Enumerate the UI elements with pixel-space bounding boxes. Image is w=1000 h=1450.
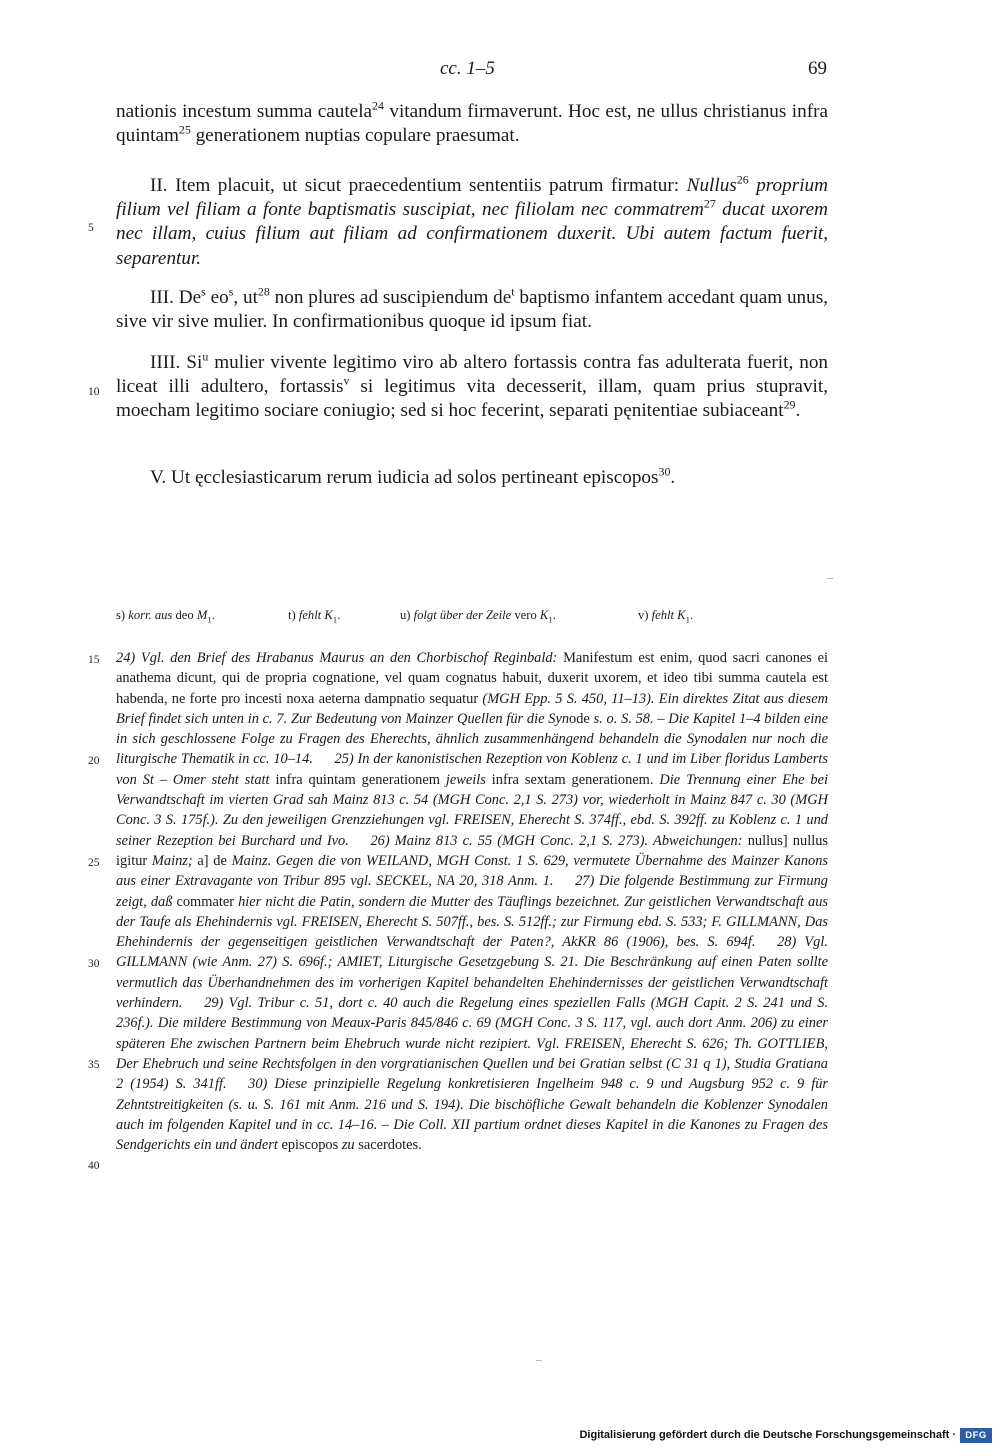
footnote-25: 25) In der kanonistischen Rezeption von Koblenz c. 1 und im Liber floridus Lamberts von St – Omer steht statt infra quintam generationem jeweils infra sextam generationem. Die Trennung einer Ehe bei Verwandtschaft im vierten Grad sah Mainz 813 c. 54 (MGH Conc. 2,1 S. 273) vor, wiederholt in Mainz 847 c. 30 (MGH Conc. 3 S. 175f.). Zu den jeweiligen Grenzziehungen vgl. FREISEN, Eherecht S. 374ff., ebd. S. 392ff. zu Koblenz c. 1 und seiner Rezeption bei Burchard und Ivo. [116, 751, 829, 849]
line-number: 40 [88, 1160, 100, 1172]
canon-5: V. Ut ęcclesiasticarum rerum iudicia ad solos pertineant episcopos$^{30}$. [150, 464, 676, 488]
page-number: 69 [808, 58, 827, 79]
running-title: cc. 1–5 [440, 58, 495, 79]
line-number: 15 [88, 654, 100, 666]
footnote-27: 27) Die folgende Bestimmung zur Firmung zeigt, daß commater hier nicht die Patin, sondern die Mutter des Täuflings bezeichnet. Zur geistlichen Verwandtschaft aus der Taufe als Ehehindernis vgl. FREISEN, Eherecht S. 507ff., bes. S. 512ff.; zur Firmung ebd. S. 533; F. GILLMANN, Das Ehehindernis der gegenseitigen geistlichen Verwandtschaft der Paten?, AkKR 86 (1906), bes. S. 694f. [116, 873, 828, 951]
main-paragraph-continuation: nationis incestum summa cautela$^{24}$ vitandum firmaverunt. Hoc est, ne ullus christianus infra quintam$^{25}$ generationem nuptias copulare praesumat. [116, 98, 828, 147]
canon-3: III. De$^s$ $eo^s$, $ut^{28}$ non plures ad suscipiendum $de^t$ baptismo infantem accedant quam unus, sive vir sive mulier. In confirmationibus quoque id ipsum fiat. [116, 284, 828, 333]
canon-2: II. Item placuit, ut sicut praecedentium sententiis patrum firmatur: Nullus$^{26}$ proprium filium vel filiam a fonte baptismatis suscipiat, nec filiolam nec commatrem$^{27}$ ducat uxorem nec illam, cuius filium aut filiam ad confirmationem duxerit. Ubi autem factum fuerit, separentur. [116, 172, 828, 269]
bottom-mark [536, 1360, 542, 1361]
dfg-logo: DFG [960, 1428, 992, 1443]
line-number: 5 [88, 222, 94, 234]
line-number: 25 [88, 857, 100, 869]
variant-t: t) fehlt $K_1$. [288, 608, 341, 625]
variant-apparatus [116, 608, 828, 628]
funding-notice: Digitalisierung gefördert durch die Deutsche Forschungsgemeinschaft · [579, 1429, 956, 1441]
footnote-28: 28) Vgl. GILLMANN (wie Anm. 27) S. 696f.; AMIET, Liturgische Gesetzgebung S. 21. Die Beschränkung auf einen Paten sollte vermutlich das Überhandnehmen des im vorherigen Kapitel behandelten Ehehindernisses der geistlichen Verwandtschaft verhindern. [116, 934, 828, 1012]
canon-4: IIII. Si$^u$ mulier vivente legitimo viro ab altero fortassis contra fas adulterata fuerit, non liceat illi adultero, fortassis$^v$ si legitimus vita decesserit, illam, quam prius stupravit, moecham legitimo sociare coniugio; sed si hoc fecerint, separati pęnitentiae subiaceant$^{29}$. [116, 349, 829, 422]
running-head [0, 58, 1000, 88]
variant-u: u) folgt über der Zeile vero $K_1$. [400, 608, 556, 625]
footnote-26: 26) Mainz 813 c. 55 (MGH Conc. 2,1 S. 273). Abweichungen: nullus] nullus igitur Mainz; a] de Mainz. Gegen die von WEILAND, MGH Const. 1 S. 629, vermutete Übernahme des Mainzer Kanons aus einer Extravagante von Tribur 895 vgl. SECKEL, NA 20, 318 Anm. 1. [116, 832, 829, 890]
margin-mark [827, 578, 833, 579]
footnote-30: 30) Diese prinzipielle Regelung konkretisieren Ingelheim 948 c. 9 und Augsburg 952 c. 9 für Zehntstreitigkeiten (s. u. S. 161 mit Anm. 216 und S. 194). Die bischöfliche Gewalt behandeln die Koblenzer Synodalen auch im folgenden Kapitel und in cc. 14–16. – Die Coll. XII partium ordnet dieses Kapitel in die Kanones zu Fragen des Sendgerichts ein und ändert episcopos zu sacerdotes. [116, 1076, 828, 1154]
line-number: 20 [88, 755, 100, 767]
line-number: 10 [88, 386, 100, 398]
variant-s: s) korr. aus deo $M_1$. [116, 608, 215, 625]
variant-v: v) fehlt $K_1$. [638, 608, 694, 625]
commentary-notes [116, 648, 828, 1155]
footnote-29: 29) Vgl. Tribur c. 51, dort c. 40 auch die Regelung eines speziellen Falls (MGH Capit. 2 S. 241 und S. 236f.). Die mildere Bestimmung von Meaux-Paris 845/846 c. 69 (MGH Conc. 3 S. 117, vgl. auch dort Anm. 206) zu einer späteren Ehe zwischen Partnern beim Ehebruch wurde nicht rezipiert. Vgl. FREISEN, Eherecht S. 626; Th. GOTTLIEB, Der Ehebruch und seine Rechtsfolgen in den vorgratianischen Quellen und bei Gratian selbst (C 31 q 1), Studia Gratiana 2 (1954) S. 341ff. [116, 995, 828, 1093]
footnote-24: 24) Vgl. den Brief des Hrabanus Maurus an den Chorbischof Reginbald: Manifestum est enim, quod sacri canones ei anathema dicunt, qui de propria cognatione, vel quam cognatus habuit, duxerit uxorem, et ideo tibi summa cautela est habenda, ne forte pro incesti noxa aeterna dampnatio sequatur (MGH Epp. 5 S. 450, 11–13). Ein direktes Zitat aus diesem Brief findet sich unten in c. 7. Zur Bedeutung von Mainzer Quellen für die Synode s. o. S. 58. – Die Kapitel 1–4 bilden eine in sich geschlossene Folge zu Fragen des Eherechts, ähnlich zusammenhängend behandeln die Synodalen nur noch die liturgische Thematik in cc. 10–14. [116, 650, 829, 768]
digitization-banner [579, 1427, 994, 1445]
line-number: 35 [88, 1059, 100, 1071]
line-number: 30 [88, 958, 100, 970]
